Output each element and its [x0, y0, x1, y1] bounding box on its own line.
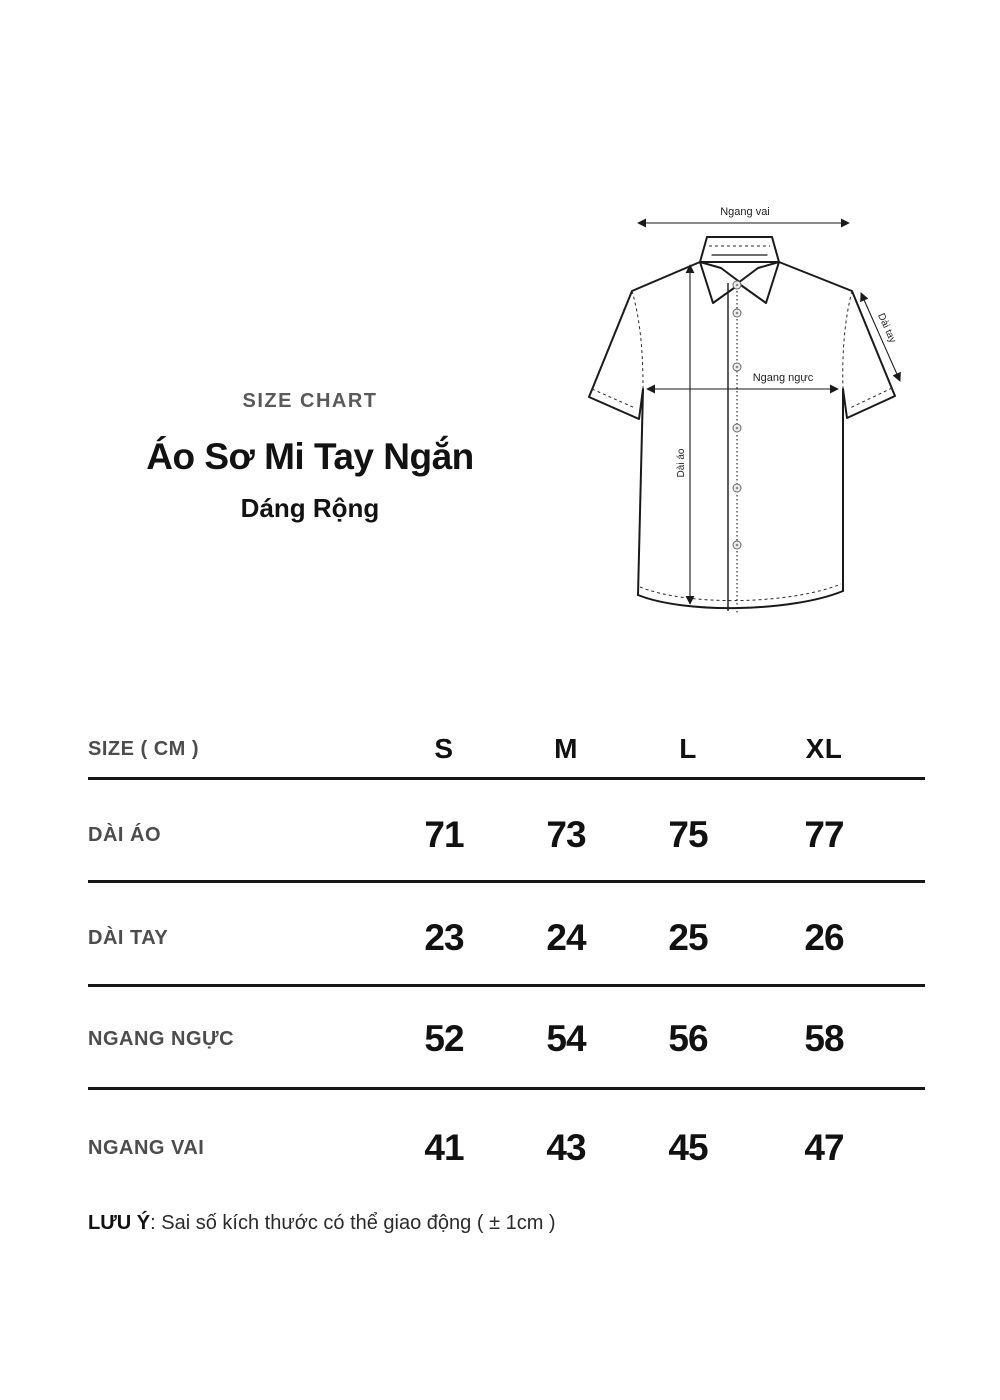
table-header-row: [88, 722, 902, 776]
cell-value: 71: [424, 814, 464, 855]
table-divider: [88, 880, 925, 883]
table-divider: [88, 984, 925, 987]
cell-value: 52: [424, 1018, 464, 1059]
cell-value: 24: [546, 917, 586, 958]
cell-value: 75: [668, 814, 708, 855]
title-block: [60, 388, 560, 524]
shirt-diagram: [570, 185, 940, 660]
cell-value: 56: [668, 1018, 708, 1059]
cell-value: 45: [668, 1127, 708, 1168]
shoulder-width-label: Ngang vai: [720, 206, 770, 218]
product-title: Áo Sơ Mi Tay Ngắn: [146, 436, 474, 477]
placket-lines: [728, 283, 737, 613]
table-row-dai-ao: [88, 808, 902, 862]
row-label: DÀI ÁO: [88, 823, 161, 846]
table-row-ngang-vai: [88, 1121, 902, 1175]
stitch-lines: [592, 246, 892, 601]
size-col-m: M: [554, 733, 578, 764]
row-label: DÀI TAY: [88, 926, 169, 949]
table-divider: [88, 777, 925, 780]
row-label: NGANG VAI: [88, 1136, 205, 1159]
size-col-l: L: [679, 733, 697, 764]
cell-value: 73: [546, 814, 586, 855]
note-label: LƯU Ý: [88, 1212, 151, 1234]
cell-value: 26: [804, 917, 844, 958]
shirt-outline-icon: [589, 237, 895, 608]
body-length-label: Dài áo: [676, 448, 687, 478]
sleeve-length-label: Dài tay: [875, 311, 898, 345]
unit-header: SIZE ( CM ): [88, 737, 200, 760]
cell-value: 77: [804, 814, 844, 855]
fit-subtitle: Dáng Rộng: [240, 493, 380, 523]
cell-value: 23: [424, 917, 464, 958]
cell-value: 41: [424, 1127, 464, 1168]
table-row-dai-tay: [88, 911, 902, 965]
row-label: NGANG NGỰC: [88, 1027, 235, 1050]
note: [88, 1210, 556, 1236]
table-divider: [88, 1087, 925, 1090]
size-col-s: S: [434, 733, 454, 764]
cell-value: 43: [546, 1127, 586, 1168]
cell-value: 25: [668, 917, 708, 958]
table-row-ngang-nguc: [88, 1012, 902, 1066]
cell-value: 54: [546, 1018, 586, 1059]
chest-width-label: Ngang ngực: [752, 372, 814, 384]
size-col-xl: XL: [805, 733, 843, 764]
note-text: : Sai số kích thước có thể giao động ( ± 1cm ): [150, 1212, 556, 1234]
cell-value: 58: [804, 1018, 844, 1059]
cell-value: 47: [804, 1127, 844, 1168]
eyebrow-label: SIZE CHART: [242, 390, 378, 412]
